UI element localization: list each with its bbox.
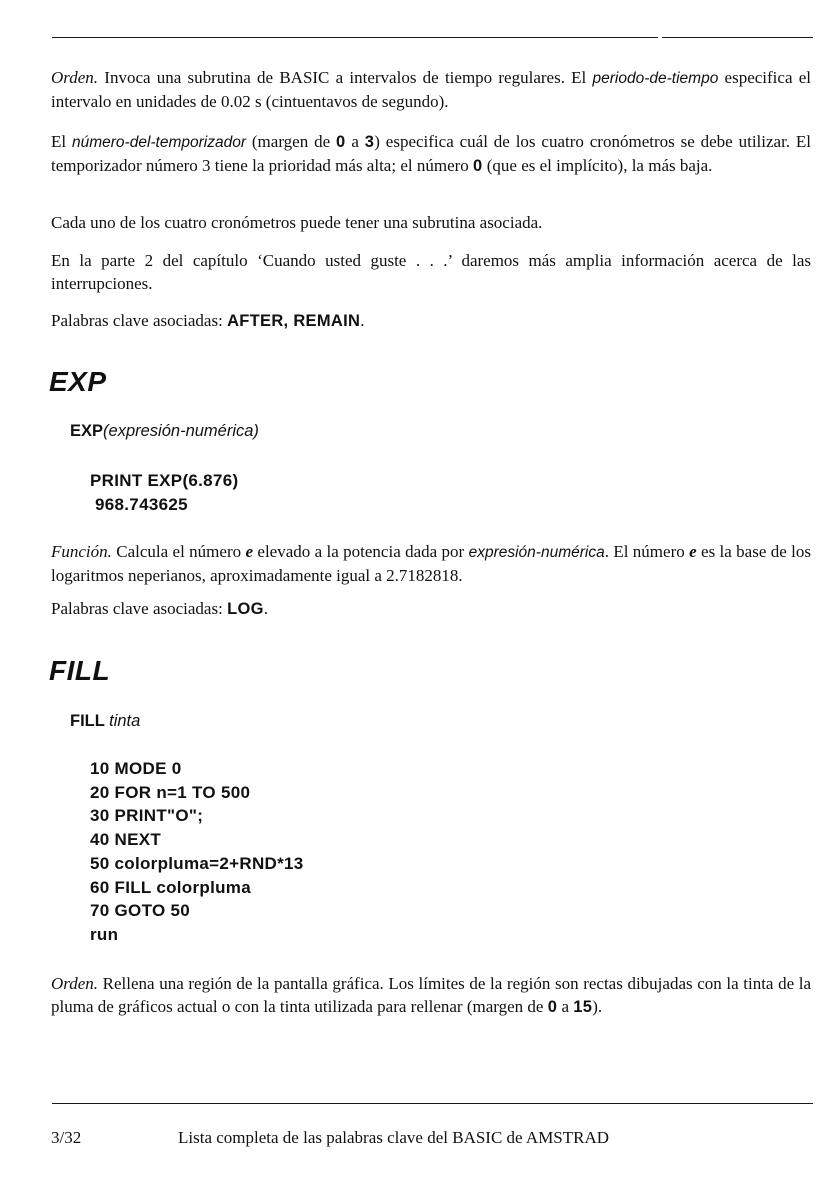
intro-text: (margen de: [246, 132, 336, 151]
value-three: 3: [364, 133, 375, 151]
associated-keywords: AFTER, REMAIN: [227, 312, 361, 330]
code-line: 70 GOTO 50: [90, 901, 191, 921]
code-line: run: [90, 924, 119, 944]
top-rule-right: [662, 37, 813, 38]
associated-label: Palabras clave asociadas:: [51, 311, 228, 330]
intro-associated-keywords: [51, 309, 811, 333]
bottom-rule: [52, 1103, 813, 1104]
fill-syntax-keyword: FILL: [70, 712, 110, 730]
exp-syntax: [70, 420, 259, 442]
intro-text: especifica el intervalo en unidades de 0.02 s (cintuentavos de segundo).: [51, 68, 811, 111]
associated-end: .: [360, 311, 365, 330]
fill-text: a: [557, 997, 574, 1016]
code-line: 10 MODE 0: [90, 759, 182, 778]
top-rule-left: [52, 37, 658, 38]
value-zero: 0: [336, 133, 346, 151]
exp-syntax-param: (expresión-numérica): [103, 422, 259, 440]
code-line: 60 FILL colorpluma: [90, 877, 251, 897]
exp-text: Calcula el número: [111, 542, 246, 561]
exp-label: Función.: [51, 542, 112, 561]
param-expresion-numerica: expresión-numérica: [468, 544, 605, 561]
fill-description: [51, 972, 811, 1019]
code-line: 40 NEXT: [90, 830, 162, 850]
value-fifteen: 15: [573, 998, 593, 1016]
exp-example: [90, 469, 238, 516]
symbol-e: e: [245, 542, 254, 561]
intro-paragraph-3: Cada uno de los cuatro cronómetros puede tener una subrutina asociada.: [51, 213, 543, 232]
exp-text: elevado a la potencia dada por: [253, 542, 469, 561]
associated-end: .: [263, 599, 268, 618]
code-line: 968.743625: [90, 494, 188, 514]
intro-text: Invoca una subrutina de BASIC a intervalos de tiempo regulares. El: [98, 68, 593, 87]
intro-paragraph-2: [51, 130, 811, 178]
fill-text: ).: [592, 997, 603, 1016]
intro-text: a: [345, 132, 365, 151]
value-zero: 0: [473, 157, 483, 175]
intro-label: Orden.: [51, 68, 99, 87]
value-zero: 0: [547, 998, 558, 1016]
intro-text: (que es el implícito), la más baja.: [482, 156, 713, 175]
code-line: 20 FOR n=1 TO 500: [90, 782, 251, 802]
code-line: 50 colorpluma=2+RND*13: [90, 853, 304, 873]
code-line: 30 PRINT"O";: [90, 806, 204, 826]
exp-text: . El número: [604, 542, 690, 561]
intro-paragraph-1: [51, 66, 811, 113]
exp-associated-keywords: [51, 597, 811, 621]
heading-fill: FILL: [49, 655, 111, 686]
page-number: 3/32: [51, 1128, 82, 1147]
exp-text: es la base de los logaritmos neperianos, aproximadamente igual a 2.7182818.: [51, 542, 811, 585]
fill-label: Orden.: [51, 974, 99, 993]
code-line: PRINT EXP(6.876): [90, 471, 239, 490]
fill-syntax: [70, 710, 140, 732]
intro-paragraph-4: En la parte 2 del capítulo ‘Cuando usted guste . . .’ daremos más amplia información acerca de las interrupciones.: [51, 251, 811, 293]
param-periodo: periodo-de-tiempo: [592, 70, 719, 87]
fill-syntax-param: tinta: [109, 712, 141, 730]
fill-program: [90, 757, 304, 947]
param-numero-temporizador: número-del-temporizador: [71, 134, 247, 151]
intro-text: ) especifica cuál de los cuatro cronómetros se debe utilizar. El temporizador número 3 tiene la prioridad más alta; el número: [51, 132, 812, 175]
symbol-e: e: [689, 542, 697, 561]
fill-text: Rellena una región de la pantalla gráfica. Los límites de la región son rectas dibujadas con la tinta de la pluma de gráficos actual o con la tinta utilizada para rellenar (margen de: [51, 974, 811, 1016]
footer-title: Lista completa de las palabras clave del BASIC de AMSTRAD: [178, 1128, 610, 1147]
associated-keywords: LOG: [227, 600, 264, 618]
associated-label: Palabras clave asociadas:: [51, 599, 228, 618]
heading-exp: EXP: [49, 366, 107, 397]
intro-text: El: [51, 132, 72, 151]
exp-description: [51, 540, 811, 587]
exp-syntax-keyword: EXP: [70, 422, 104, 440]
